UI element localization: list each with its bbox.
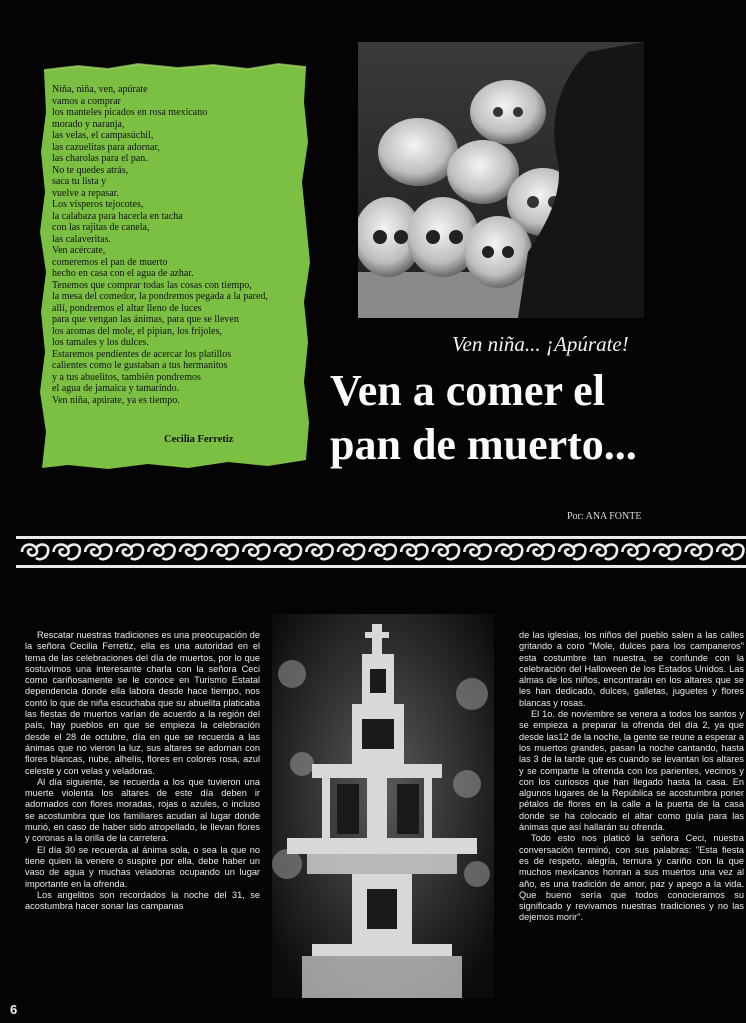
ornament-motif: [591, 545, 617, 560]
ornament-motif: [85, 545, 111, 560]
ornament-motif: [401, 545, 427, 560]
ornament-motif: [275, 545, 301, 560]
ornament-motif: [433, 545, 459, 560]
sugar-skulls-photo: [358, 42, 644, 318]
kicker: Ven niña... ¡Apúrate!: [452, 332, 629, 356]
paragraph: Los angelitos son recordados la noche del 31, se acostumbra hacer sonar las campanas: [25, 889, 260, 912]
poem-card: [38, 62, 310, 472]
ornament-motif: [622, 545, 648, 560]
article-column-left: [25, 630, 260, 912]
page-number: 6: [10, 1002, 18, 1017]
ornament-motif: [338, 545, 364, 560]
paragraph: Rescatar nuestras tradiciones es una preocupación de la señora Cecilia Ferretiz, ella es una autoridad en el tema de las celebraciones del día de muertos, por lo que sostuvimos una interesante charla con la señora Ceci como cariñosamente se le conoce en Turismo Estatal dependencia donde ella labora desde hace tiempo, nos contó lo que de niña escuchaba que su abuelita platicaba las fiestas de muertos varían de acuerdo a la región del país, hay pueblos en que se empieza la celebración desde el 28 de octubre, día en que se recuerda a las ánimas que no vieron la luz, sus altares se adornan con flores blancas, nube, alhelís, flores en colores rosa, azul celeste y con velas y veladoras.: [25, 630, 260, 776]
ornament-motif: [464, 545, 490, 560]
headline-line-2: pan de muerto...: [330, 420, 637, 469]
ornament-motif: [528, 545, 554, 560]
paragraph: Todo esto nos platicó la señora Ceci, nuestra conversación terminó, con sus palabras: "Esta fiesta es de respeto, alegría, ternura y cariño con la que muchos mexicanos honran a sus muertos una vez al año, es una tradición de amor, paz y apego a la vida. Que bueno sería que todos conocieramos su significado y revivamos nuestras tradiciones y no las dejemos morir".: [519, 833, 744, 923]
ornament-motif: [559, 545, 585, 560]
altar-photo: [272, 614, 494, 998]
ornament-motif: [654, 545, 680, 560]
ornament-motif: [148, 545, 174, 560]
byline: Por: ANA FONTE: [567, 511, 642, 522]
paragraph: El 1o. de noviembre se venera a todos los santos y se empieza a preparar la ofrenda del día 2, ya que desde las12 de la noche, la gente se reune a esperar a los muertos grandes, pasan la noche cantando, hasta las 3 de la tarde que es cuando se levantan los altares y se comparte la ofrenda con los parientes, vecinos y con los curiosos que han llegado hasta la casa. En algunos lugares de la República se acostumbra poner pétalos de flores en la calle a la puerta de la casa donde se ha colocado el altar como guía para las ánimas que así hallarán su ofrenda.: [519, 709, 744, 833]
ornament-motif: [212, 545, 238, 560]
headline: [330, 364, 730, 472]
ornament-motif: [370, 545, 396, 560]
headline-line-1: Ven a comer el: [330, 366, 605, 415]
paragraph: El día 30 se recuerda al ánima sola, o sea la que no tiene quien la venere o suspire por ella, debe haber un vaso de agua y muchas veladoras ocupando un lugar importante en la ofrenda.: [25, 844, 260, 889]
article-column-right: [519, 630, 744, 924]
ornament-motif: [686, 545, 712, 560]
ornament-motif: [54, 545, 80, 560]
paragraph-continued: de las iglesias, los niños del pueblo salen a las calles gritando a coro "Mole, dulces para los campaneros" esta costumbre tan nuestra, se confunde con la celebración del Halloween de los Estados Unidos. Las almas de los niños, encontrarán en los altares que se les han dedicado, dulces, galletas, juguetes y flores blancas y rosas.: [519, 630, 744, 708]
ornament-motif: [180, 545, 206, 560]
poem-author: Cecilia Ferretiz: [164, 434, 234, 445]
ornament-motif: [117, 545, 143, 560]
ornament-motif: [717, 545, 743, 560]
paragraph: Al día siguiente, se recuerda a los que tuvieron una muerte violenta los altares de este día deben ir adornados con flores moradas, rojas o azules, o incluso se acostumbra que los familiares acudan al lugar donde murió, en caso de haber sido atropellado, le llevan flores y coronas a la orilla de la carretera.: [25, 776, 260, 844]
ornament-motif: [22, 545, 48, 560]
ornament-motif: [243, 545, 269, 560]
ornamental-divider: [16, 536, 746, 568]
poem-text: Niña, niña, ven, apúrate vamos a comprar los manteles picados en rosa mexicano morado y naranja, las velas, el campasúchil, las cazuelitas para adornar, las charolas para el pan. No te quedes atrás, saca tu lista y vuelve a repasar. Los vísperos tejocotes, la calabaza para hacerla en tacha con las rajitas de canela, las calaveritas. Ven acércate, comeremos el pan de muerto hecho en casa con el agua de azhar. Tenemos que comprar todas las cosas con tiempo, la mesa del comedor, la pondremos pegada a la pared, allí, pondremos el altar lleno de luces para que vengan las ánimas, para que se lleven los aromas del mole, el pipian, los frijoles, los tamales y los dulces. Estaremos pendientes de acercar los platillos calientes como le gustaban a tus hermanitos y a tus abuelitos, también pondremos el agua de jamaica y tamarindo. Ven niña, apúrate, ya es tiempo.: [52, 84, 268, 406]
ornament-motif: [496, 545, 522, 560]
ornament-motif: [306, 545, 332, 560]
